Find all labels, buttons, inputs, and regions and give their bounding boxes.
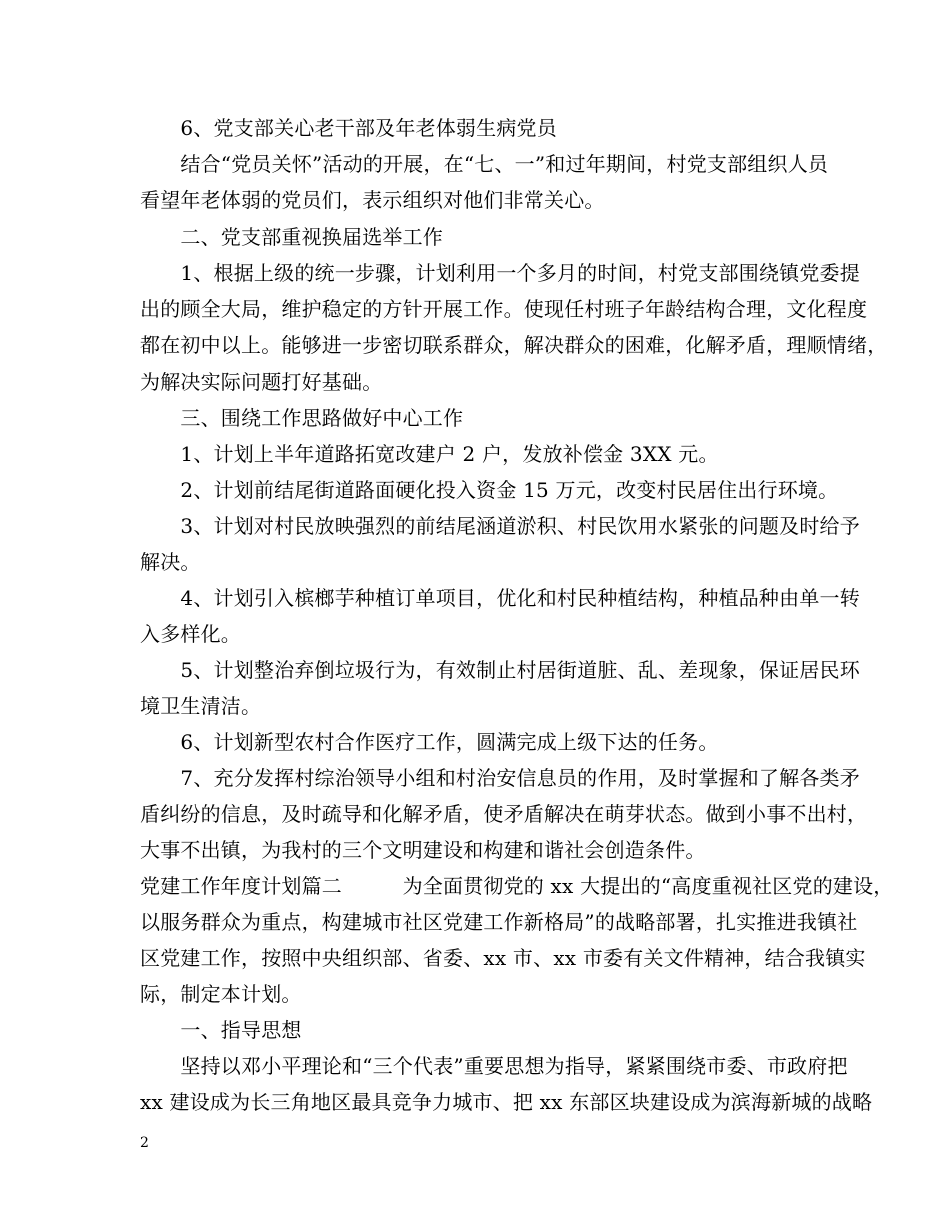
text-line: 1、计划上半年道路拓宽改建户 2 户，发放补偿金 3XX 元。 xyxy=(140,442,719,466)
page-number: 2 xyxy=(140,1135,149,1151)
text-line: 三、围绕工作思路做好中心工作 xyxy=(140,406,464,430)
text-line: 以服务群众为重点，构建城市社区党建工作新格局”的战略部署，扎实推进我镇社 xyxy=(140,910,858,934)
text-line: 入多样化。 xyxy=(140,622,241,646)
text-line: 6、计划新型农村合作医疗工作，圆满完成上级下达的任务。 xyxy=(140,730,719,754)
text-line: 党建工作年度计划篇二 为全面贯彻党的 xx 大提出的“高度重视社区党的建设， xyxy=(140,874,894,898)
text-line: 坚持以邓小平理论和“三个代表”重要思想为指导，紧紧围绕市委、市政府把 xyxy=(140,1054,848,1078)
text-line: 二、党支部重视换届选举工作 xyxy=(140,225,443,249)
text-line: 解决。 xyxy=(140,550,201,574)
text-line: 1、根据上级的统一步骤，计划利用一个多月的时间，村党支部围绕镇党委提 xyxy=(140,261,860,285)
text-line: 都在初中以上。能够进一步密切联系群众，解决群众的困难，化解矛盾，理顺情绪， xyxy=(140,333,888,357)
text-line: 6、党支部关心老干部及年老体弱生病党员 xyxy=(140,116,557,140)
text-line: xx 建设成为长三角地区最具竞争力城市、把 xx 东部区块建设成为滨海新城的战略 xyxy=(140,1090,873,1114)
text-line: 盾纠纷的信息，及时疏导和化解矛盾，使矛盾解决在萌芽状态。做到小事不出村， xyxy=(140,802,868,826)
text-line: 4、计划引入槟榔芋种植订单项目，优化和村民种植结构，种植品种由单一转 xyxy=(140,586,860,610)
text-line: 看望年老体弱的党员们，表示组织对他们非常关心。 xyxy=(140,188,605,212)
text-line: 为解决实际问题打好基础。 xyxy=(140,370,383,394)
text-line: 一、指导思想 xyxy=(140,1018,302,1042)
text-line: 境卫生清洁。 xyxy=(140,694,262,718)
text-line: 2、计划前结尾街道路面硬化投入资金 15 万元，改变村民居住出行环境。 xyxy=(140,478,839,502)
text-line: 5、计划整治弃倒垃圾行为，有效制止村居街道脏、乱、差现象，保证居民环 xyxy=(140,658,860,682)
text-line: 出的顾全大局，维护稳定的方针开展工作。使现任村班子年龄结构合理，文化程度 xyxy=(140,297,868,321)
text-line: 3、计划对村民放映强烈的前结尾涵道淤积、村民饮用水紧张的问题及时给予 xyxy=(140,514,860,538)
text-line: 大事不出镇，为我村的三个文明建设和构建和谐社会创造条件。 xyxy=(140,838,706,862)
text-line: 区党建工作，按照中央组织部、省委、xx 市、xx 市委有关文件精神，结合我镇实 xyxy=(140,946,866,970)
text-line: 7、充分发挥村综治领导小组和村治安信息员的作用，及时掌握和了解各类矛 xyxy=(140,766,860,790)
text-line: 际，制定本计划。 xyxy=(140,982,302,1006)
text-line: 结合“党员关怀”活动的开展，在“七、一”和过年期间，村党支部组织人员 xyxy=(140,152,829,176)
